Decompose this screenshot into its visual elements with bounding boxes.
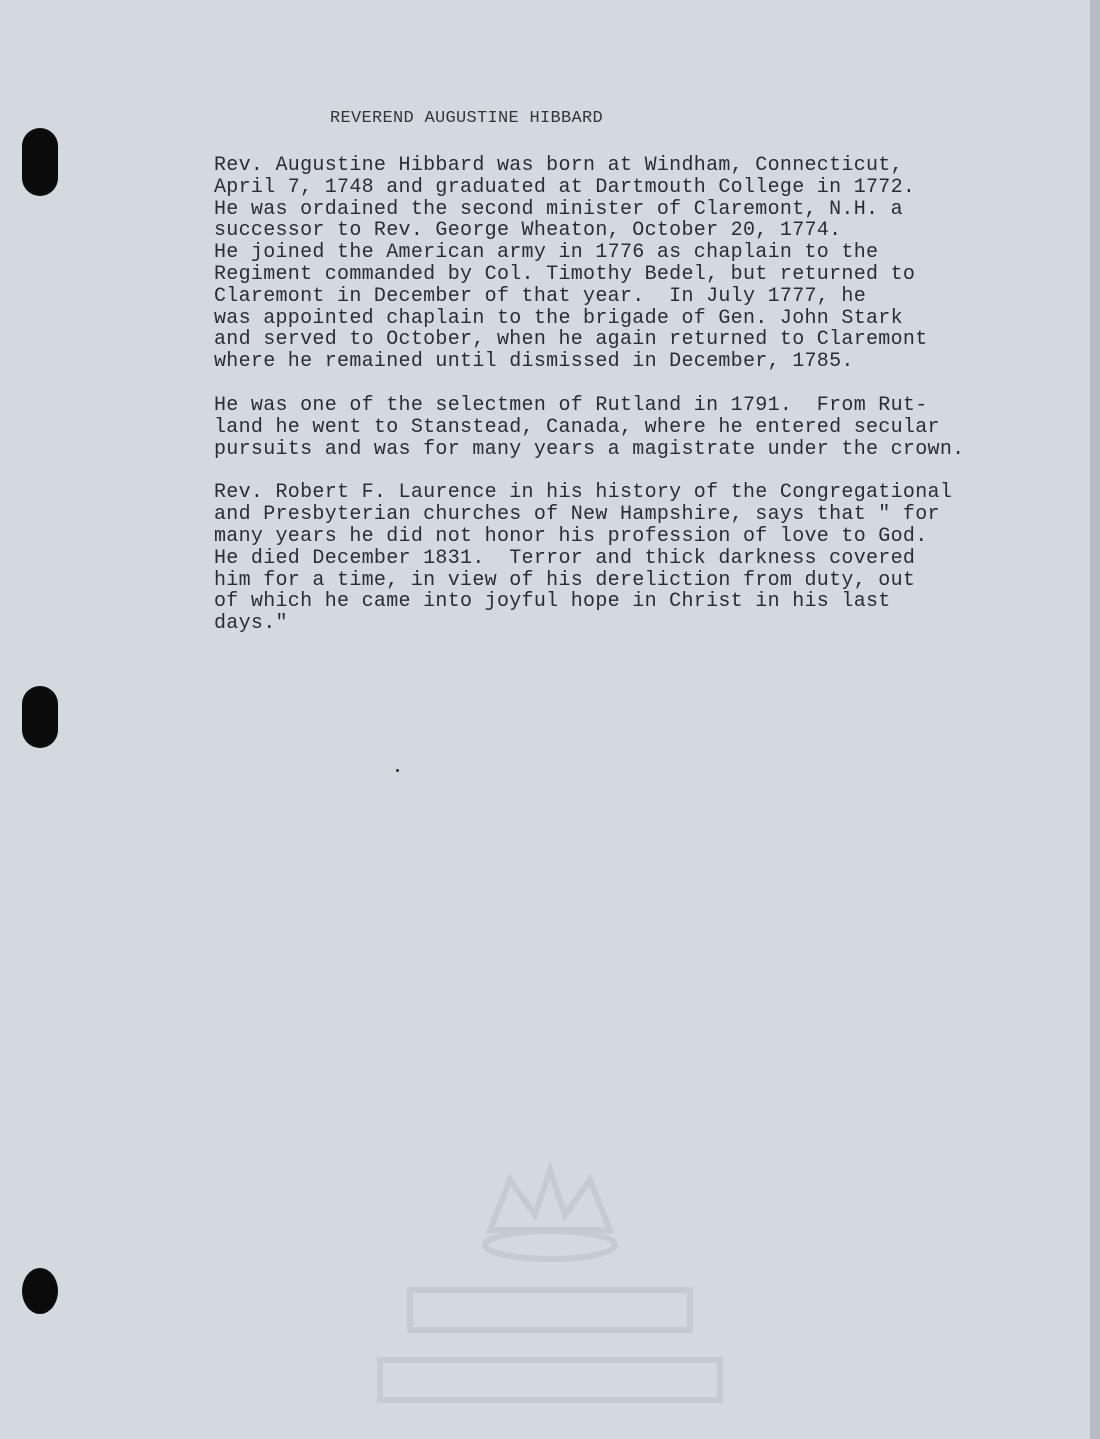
text-line: April 7, 1748 and graduated at Dartmouth College in 1772. <box>214 175 916 199</box>
text-line: of which he came into joyful hope in Christ in his last <box>214 590 891 614</box>
text-line: He joined the American army in 1776 as chaplain to the <box>214 241 879 265</box>
punch-hole-middle <box>22 686 58 748</box>
document-body <box>214 108 1014 657</box>
text-line: pursuits and was for many years a magistrate under the crown. <box>214 437 965 461</box>
text-line: Claremont in December of that year. In July 1777, he <box>214 284 867 308</box>
text-line: many years he did not honor his profession of love to God. <box>214 524 928 548</box>
paragraph-3 <box>214 482 1014 635</box>
text-line: land he went to Stanstead, Canada, where he entered secular <box>214 415 940 439</box>
document-title: REVEREND AUGUSTINE HIBBARD <box>330 109 604 128</box>
text-line: Rev. Robert F. Laurence in his history of the Congregational <box>214 481 953 505</box>
text-line: Rev. Augustine Hibbard was born at Windham, Connecticut, <box>214 154 903 177</box>
text-line: He was one of the selectmen of Rutland in 1791. From Rut- <box>214 393 928 417</box>
paragraph-1 <box>214 155 1014 373</box>
text-line: and served to October, when he again returned to Claremont <box>214 328 928 352</box>
punch-hole-bottom <box>22 1268 58 1314</box>
text-line: was appointed chaplain to the brigade of Gen. John Stark <box>214 306 903 330</box>
text-line: He died December 1831. Terror and thick darkness covered <box>214 546 916 570</box>
punch-hole-top <box>22 128 58 196</box>
text-line: where he remained until dismissed in December, 1785. <box>214 350 854 374</box>
text-line: and Presbyterian churches of New Hampshire, says that " for <box>214 503 940 527</box>
crown-watermark-icon <box>370 1150 730 1420</box>
stray-mark <box>396 769 399 772</box>
text-line: him for a time, in view of his dereliction from duty, out <box>214 568 916 592</box>
text-line: days." <box>214 612 288 636</box>
paragraph-2 <box>214 395 1014 460</box>
text-line: He was ordained the second minister of Claremont, N.H. a <box>214 197 903 221</box>
page-edge <box>1090 0 1100 1439</box>
text-line: Regiment commanded by Col. Timothy Bedel, but returned to <box>214 262 916 286</box>
text-line: successor to Rev. George Wheaton, October 20, 1774. <box>214 219 842 243</box>
